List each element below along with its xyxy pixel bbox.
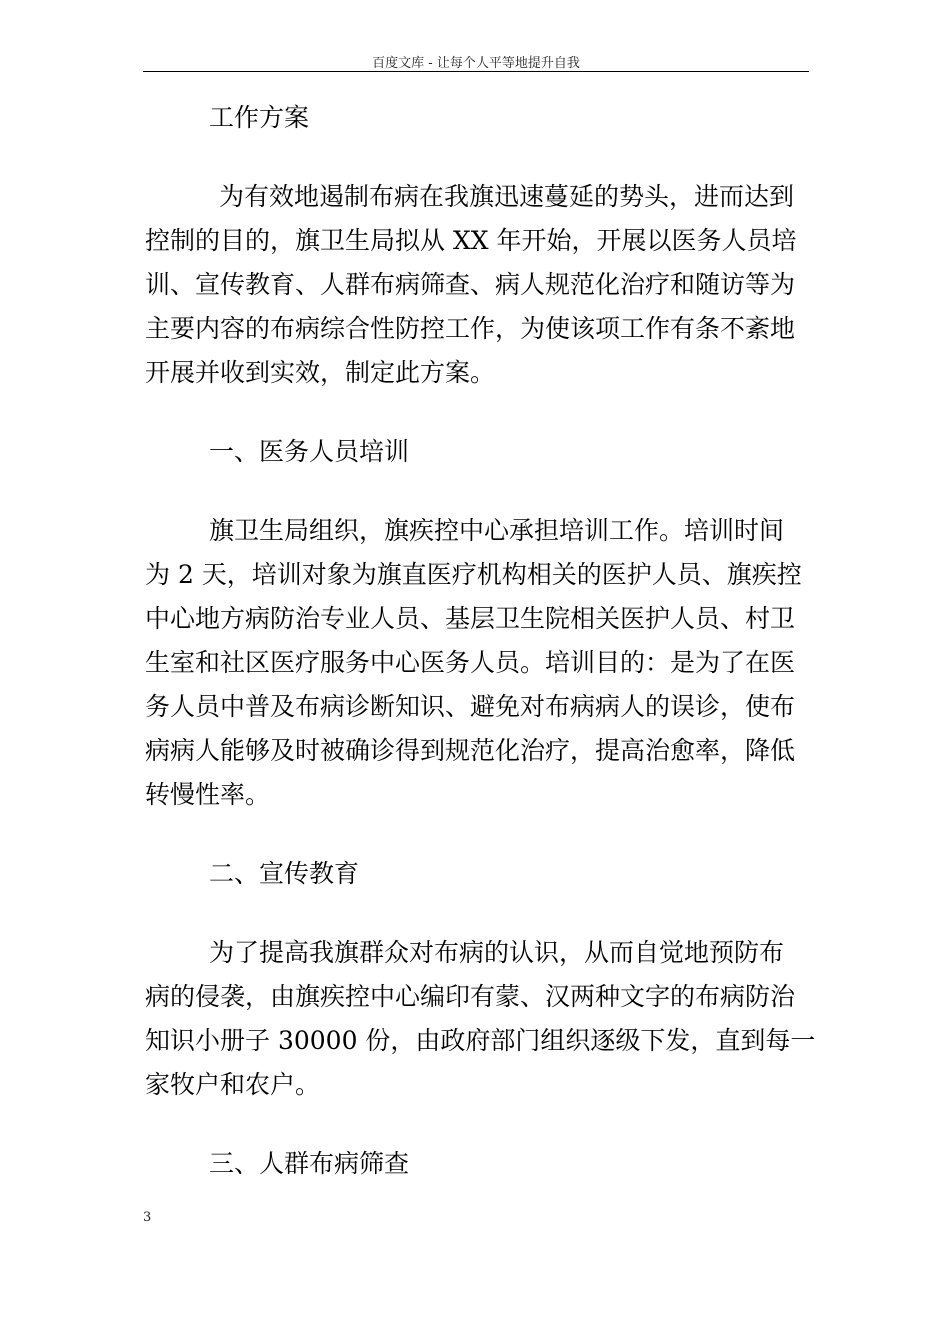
paragraph-line: 训、宣传教育、人群布病筛查、病人规范化治疗和随访等为 xyxy=(145,270,796,299)
paragraph-gap xyxy=(145,817,807,852)
paragraph-gap xyxy=(145,474,807,509)
paragraph-line: 生室和社区医疗服务中心医务人员。培训目的：是为了在医 xyxy=(145,648,796,677)
paragraph-line: 转慢性率。 xyxy=(145,780,271,809)
header-divider xyxy=(143,71,809,72)
paragraph-line: 病病人能够及时被确诊得到规范化治疗，提高治愈率，降低 xyxy=(145,736,796,765)
document-title: 工作方案 xyxy=(209,103,310,132)
paragraph-line: 家牧户和农户。 xyxy=(145,1070,321,1099)
paragraph-gap xyxy=(145,1107,807,1142)
paragraph-line: 开展并收到实效，制定此方案。 xyxy=(145,358,496,387)
paragraph-gap xyxy=(145,395,807,430)
paragraph-line: 知识小册子 30000 份，由政府部门组织逐级下发，直到每一 xyxy=(145,1026,816,1055)
paragraph-line: 旗卫生局组织，旗疾控中心承担培训工作。培训时间 xyxy=(209,516,785,545)
document-body xyxy=(145,96,816,1186)
paragraph-gap xyxy=(145,140,807,175)
page-header: 百度文库 - 让每个人平等地提升自我 xyxy=(372,56,580,71)
paragraph-line: 中心地方病防治专业人员、基层卫生院相关医护人员、村卫 xyxy=(145,604,796,633)
paragraph-gap xyxy=(145,896,807,931)
paragraph-line: 控制的目的，旗卫生局拟从 XX 年开始，开展以医务人员培 xyxy=(145,226,797,255)
paragraph-line: 主要内容的布病综合性防控工作，为使该项工作有条不紊地 xyxy=(145,314,796,343)
paragraph-line: 为了提高我旗群众对布病的认识，从而自觉地预防布 xyxy=(209,938,785,967)
paragraph-line: 病的侵袭，由旗疾控中心编印有蒙、汉两种文字的布病防治 xyxy=(145,982,796,1011)
section-heading: 二、宣传教育 xyxy=(209,859,360,888)
page-number: 3 xyxy=(143,1210,152,1225)
section-heading: 三、人群布病筛查 xyxy=(209,1149,410,1178)
paragraph-line: 为有效地遏制布病在我旗迅速蔓延的势头，进而达到 xyxy=(219,182,795,211)
section-heading: 一、医务人员培训 xyxy=(209,437,410,466)
paragraph-line: 务人员中普及布病诊断知识、避免对布病病人的误诊，使布 xyxy=(145,692,796,721)
paragraph-line: 为 2 天，培训对象为旗直医疗机构相关的医护人员、旗疾控 xyxy=(145,560,802,589)
